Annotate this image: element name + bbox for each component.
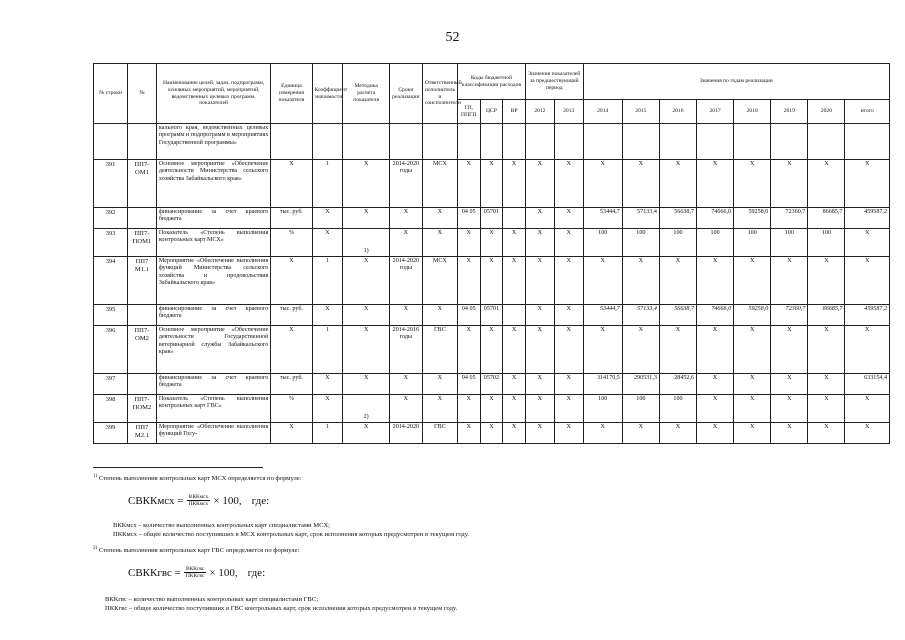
cell-2018: X [734,374,771,395]
cell-exec: МСХ [422,257,457,305]
cell-2016: 100 [659,229,696,257]
table-row [94,160,890,208]
cell-gp: X [457,229,480,257]
cell-2016: 100 [659,395,696,423]
row-name: финансирование за счет краевого бюджета [156,374,270,395]
cell-coef: X [312,305,343,326]
footnote-1-definition-2: ПККмсх – общее количество поступивших в МСХ контрольных карт, срок исполнения которых предусмотрен в текущем году. [113,531,470,538]
cell-2014: 53444,7 [583,305,622,326]
row-name: финансирование за счет краевого бюджета [156,208,270,229]
row-code: ПП7- ОМ1 [128,160,157,208]
cell-2018: 59258,0 [734,208,771,229]
formula-2-numerator: ВККгвс [185,566,205,572]
cell-2013: X [554,305,583,326]
cell-unit: % [271,229,312,257]
footnote-2-text: Степень выполнения контрольных карт ГВС определяется по формуле: [98,547,300,555]
footnote-1-text: Степень выполнения контрольных карт МСХ определяется по формуле: [98,475,302,483]
cell-2018: 59258,0 [734,305,771,326]
cell-2018: X [734,395,771,423]
header-budget-codes: Коды бюджетной классификации расходов [457,64,525,100]
formula-2 [128,566,265,579]
formula-1 [128,494,269,507]
cell-unit: % [271,395,312,423]
cell-unit: X [271,326,312,374]
cell-method: X [343,326,389,374]
cell-total: 459587,2 [845,208,890,229]
cell-2020: 86685,7 [808,305,845,326]
header-years-values: Значения по годам реализации [583,64,889,100]
cell-2015: 290531,3 [622,374,659,395]
formula-2-denominator: ПККгвс [185,573,205,579]
cell-2015: X [622,257,659,305]
cell-2018: 100 [734,229,771,257]
formula-2-where: где: [247,566,266,579]
table-row [94,208,890,229]
cell-coef: 1 [312,423,343,444]
cell-2019: X [771,257,808,305]
header-2012: 2012 [525,100,554,124]
cell-2014: X [583,423,622,444]
cell-2017: X [697,326,734,374]
formula-1-where: где: [251,494,270,507]
cell-method: 1) [343,229,389,257]
cell-coef: 1 [312,326,343,374]
table-row-continuation [94,124,890,160]
header-2015: 2015 [622,100,659,124]
cell-cs: X [480,160,503,208]
formula-2-rhs: × 100, [209,566,238,579]
cell-total: 633154,4 [845,374,890,395]
cell-period: X [389,305,422,326]
row-code: ПП7- ПОМ2 [128,395,157,423]
cell-total: X [845,423,890,444]
cell-exec: МСХ [422,160,457,208]
cell-2015: X [622,160,659,208]
cell-period: X [389,229,422,257]
row-number: 395 [94,305,128,326]
header-2014: 2014 [583,100,622,124]
cell-2017: 100 [697,229,734,257]
cell-2015: X [622,326,659,374]
row-number: 397 [94,374,128,395]
cell-2016: X [659,423,696,444]
table-row [94,395,890,423]
cell-2014: X [583,160,622,208]
cell-2014: X [583,326,622,374]
cell-gp: 04 05 [457,374,480,395]
formula-2-lhs: СВККгвс = [128,566,181,579]
cell-coef: X [312,229,343,257]
cell-vr: X [503,229,526,257]
cell-2017: X [697,374,734,395]
cell-vr: X [503,395,526,423]
program-indicators-table [93,63,890,444]
formula-1-fraction [187,494,211,507]
cell-2013: X [554,374,583,395]
cell-exec: X [422,305,457,326]
cell-gp: 04 05 [457,208,480,229]
footnote-divider [93,467,263,468]
cell-cs: X [480,326,503,374]
cell-2019: 72360,7 [771,305,808,326]
header-2013: 2013 [554,100,583,124]
row-code [128,305,157,326]
header-row-no: № строки [94,64,128,124]
cell-2019: X [771,374,808,395]
row-number: 396 [94,326,128,374]
cell-method: X [343,305,389,326]
cell-method: 2) [343,395,389,423]
cell-2014: 100 [583,229,622,257]
cell-2016: X [659,257,696,305]
cell-2015: 100 [622,395,659,423]
row-name: Основное мероприятие «Обеспечение деятельности Министерства сельского хозяйства Забайкальского края» [156,160,270,208]
cell-cs: X [480,395,503,423]
cell-2012: X [525,374,554,395]
cell-coef: 1 [312,160,343,208]
header-code: № [128,64,157,124]
cell-exec: X [422,374,457,395]
header-method: Методика расчета показателя [343,64,389,124]
row-number: 394 [94,257,128,305]
cell-gp: 04 05 [457,305,480,326]
cell-2017: X [697,160,734,208]
cell-2015: X [622,423,659,444]
row-name: Мероприятие «Обеспечение выполнения функций Госу- [156,423,270,444]
cell-2013: X [554,160,583,208]
cell-unit: тыс. руб. [271,374,312,395]
cell-unit: тыс. руб. [271,208,312,229]
cell-unit: X [271,160,312,208]
header-unit: Единица измерения показателя [271,64,312,124]
header-base-values: Значения показателей за предшествующий период [525,64,583,100]
row-name: Основное мероприятие «Обеспечение деятельности Государственной ветеринарной службы Забайкальского края» [156,326,270,374]
cell-2019: 100 [771,229,808,257]
cell-period: 2014-2020 годы [389,160,422,208]
cell-2018: X [734,257,771,305]
cell-2019: X [771,326,808,374]
footnote-1-marker: 1) [93,474,98,479]
row-code: ПП7 М1.1 [128,257,157,305]
header-period: Сроки реализации [389,64,422,124]
cell-2012: X [525,326,554,374]
cell-cs: X [480,229,503,257]
row-code [128,374,157,395]
row-number: 398 [94,395,128,423]
cell-vr [503,208,526,229]
cell-2012: X [525,160,554,208]
cell-coef: X [312,374,343,395]
row-code [128,208,157,229]
footnote-2-marker: 2) [93,546,98,551]
cell-exec: X [422,208,457,229]
row-code: ПП7 М2.1 [128,423,157,444]
row-number: 391 [94,160,128,208]
cell-2017: X [697,395,734,423]
cell-2015: 100 [622,229,659,257]
cell-total: X [845,326,890,374]
cell-2012: X [525,208,554,229]
cell-2012: X [525,423,554,444]
cell-2013: X [554,229,583,257]
cell-vr: X [503,423,526,444]
cell-period: X [389,395,422,423]
cell-2019: 72360,7 [771,208,808,229]
cell-2013: X [554,326,583,374]
cell-2019: X [771,423,808,444]
row-number: 393 [94,229,128,257]
cell-total: X [845,395,890,423]
footnote-1-intro [93,474,302,482]
cell-coef: X [312,208,343,229]
continuation-text: кального края, ведомственных целевых программ и подпрограмм в мероприятиях Государственной программы» [156,124,270,160]
cell-coef: 1 [312,257,343,305]
cell-period: X [389,208,422,229]
cell-period: 2014-2020 [389,423,422,444]
cell-2013: X [554,423,583,444]
cell-vr: X [503,257,526,305]
cell-gp: X [457,395,480,423]
row-name: финансирование за счет краевого бюджета [156,305,270,326]
header-2017: 2017 [697,100,734,124]
cell-exec: ГВС [422,423,457,444]
cell-2015: 57133,4 [622,208,659,229]
cell-2012: X [525,257,554,305]
cell-method: X [343,160,389,208]
cell-2018: X [734,326,771,374]
cell-coef: X [312,395,343,423]
cell-cs: X [480,257,503,305]
cell-vr: X [503,160,526,208]
cell-method: X [343,257,389,305]
cell-vr: X [503,374,526,395]
formula-1-lhs: СВККмсх = [128,494,184,507]
cell-2013: X [554,208,583,229]
row-number: 392 [94,208,128,229]
cell-cs: 05701 [480,208,503,229]
cell-2016: X [659,160,696,208]
cell-period: 2014-2016 годы [389,326,422,374]
cell-2019: X [771,160,808,208]
cell-2014: 100 [583,395,622,423]
cell-2017: X [697,257,734,305]
cell-2020: X [808,326,845,374]
row-number: 399 [94,423,128,444]
header-2018: 2018 [734,100,771,124]
footnote-2-definition-2: ПККгвс – общее количество поступивших в ГВС контрольных карт, срок исполнения которых предусмотрен в текущем году. [105,605,458,612]
formula-2-fraction [184,566,207,579]
table-row [94,374,890,395]
formula-1-rhs: × 100, [213,494,242,507]
cell-2020: X [808,423,845,444]
header-2016: 2016 [659,100,696,124]
cell-unit: X [271,423,312,444]
cell-2016: 56638,7 [659,208,696,229]
formula-1-numerator: ВККмсх [188,494,209,500]
cell-cs: 05702 [480,374,503,395]
cell-vr [503,305,526,326]
cell-total: 459587,2 [845,305,890,326]
cell-gp: X [457,326,480,374]
table-row [94,305,890,326]
cell-2016: 28452,6 [659,374,696,395]
cell-2016: 56638,7 [659,305,696,326]
cell-2014: 314170,5 [583,374,622,395]
header-vr: ВР [503,100,526,124]
cell-method: X [343,208,389,229]
header-name: Наименование целей, задач, подпрограмм, основных мероприятий, мероприятий, ведомственных целевых программ, показателей [156,64,270,124]
cell-2014: 53444,7 [583,208,622,229]
cell-unit: тыс. руб. [271,305,312,326]
formula-1-denominator: ПККмсх [188,501,209,507]
cell-total: X [845,229,890,257]
cell-2016: X [659,326,696,374]
header-total: итого [845,100,890,124]
cell-total: X [845,160,890,208]
cell-method: X [343,423,389,444]
cell-gp: X [457,257,480,305]
cell-2020: 100 [808,229,845,257]
footnote-1-definition-1: ВККмсх – количество выполненных контрольных карт специалистами МСХ; [113,522,330,529]
cell-period: 2014-2020 годы [389,257,422,305]
cell-2015: 57133,4 [622,305,659,326]
cell-2018: X [734,160,771,208]
cell-2020: X [808,395,845,423]
cell-unit: X [271,257,312,305]
cell-2017: 74666,0 [697,305,734,326]
cell-2012: X [525,395,554,423]
cell-2020: X [808,160,845,208]
table-row [94,229,890,257]
header-2020: 2020 [808,100,845,124]
cell-2012: X [525,305,554,326]
cell-vr: X [503,326,526,374]
header-executor: Ответственный исполнитель и соисполнители [422,64,457,124]
cell-period: X [389,374,422,395]
cell-2020: X [808,374,845,395]
row-name: Показатель «Степень выполнения контрольных карт МСХ» [156,229,270,257]
footnote-2-definition-1: ВККгвс – количество выполненных контрольных карт специалистами ГВС; [105,596,319,603]
cell-exec: X [422,229,457,257]
header-gp: ГП, ППГП [457,100,480,124]
cell-exec: X [422,395,457,423]
cell-cs: X [480,423,503,444]
cell-method: X [343,374,389,395]
header-coef: Коэффициент значимости [312,64,343,124]
cell-2020: X [808,257,845,305]
cell-gp: X [457,423,480,444]
cell-gp: X [457,160,480,208]
cell-2014: X [583,257,622,305]
row-name: Мероприятие «Обеспечение выполнения функций Министерства сельского хозяйства и продовольствия Забайкальского края» [156,257,270,305]
header-cs: ЦСР [480,100,503,124]
page-number: 52 [445,30,460,45]
footnote-2-intro [93,546,299,554]
row-code: ПП7- ОМ2 [128,326,157,374]
header-2019: 2019 [771,100,808,124]
cell-exec: ГВС [422,326,457,374]
cell-2017: X [697,423,734,444]
cell-2017: 74666,0 [697,208,734,229]
cell-2013: X [554,257,583,305]
cell-2013: X [554,395,583,423]
table-row [94,423,890,444]
cell-2019: X [771,395,808,423]
cell-2018: X [734,423,771,444]
cell-total: X [845,257,890,305]
cell-cs: 05701 [480,305,503,326]
cell-2012: X [525,229,554,257]
row-name: Показатель «Степень выполнения контрольных карт ГВС» [156,395,270,423]
row-code: ПП7- ПОМ1 [128,229,157,257]
cell-2020: 86685,7 [808,208,845,229]
table-row [94,326,890,374]
table-row [94,257,890,305]
